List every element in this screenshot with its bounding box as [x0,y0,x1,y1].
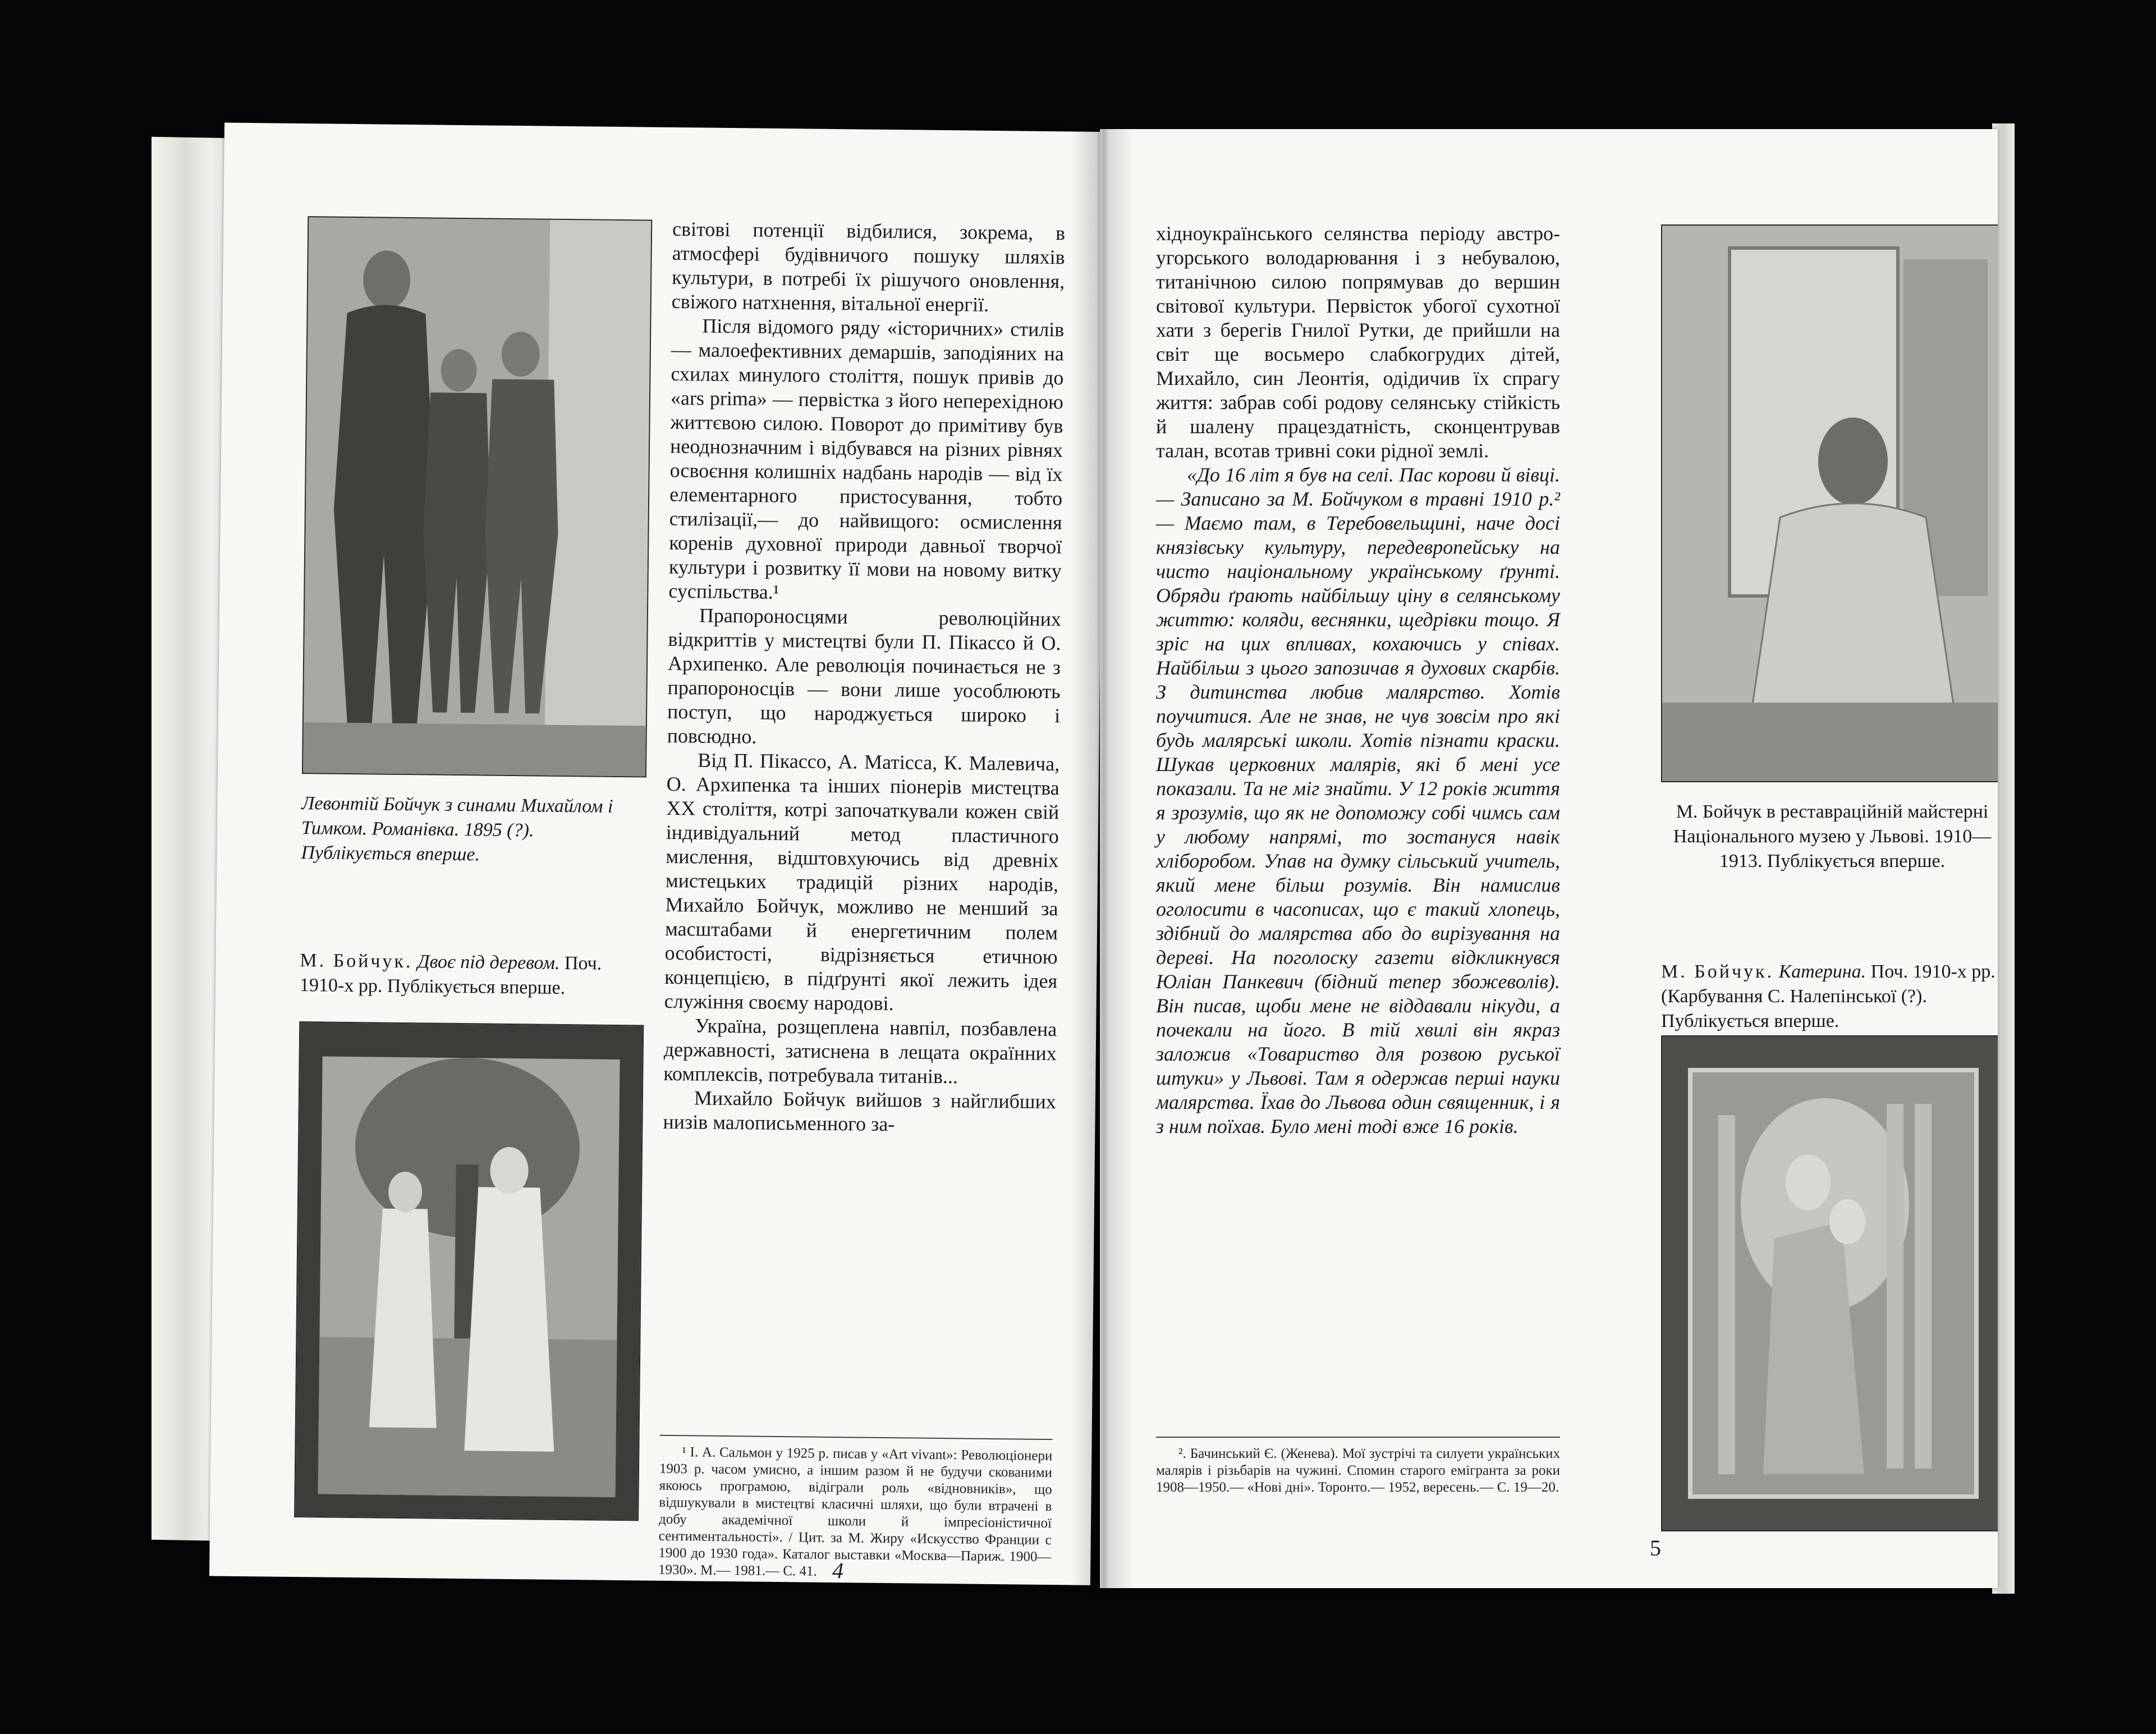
caption-details: Поч. 1910-х рр. Публікується вперше. [299,952,602,998]
painting-two-under-tree [294,1021,644,1521]
portrait-image [1662,226,1998,781]
page-number-right: 5 [1650,1535,1661,1561]
caption-author: М. Бойчук. [1661,961,1774,982]
footnote-text: ². Бачинський Є. (Женева). Мої зустрічі та силуети українських малярів і різьбарів на чужині. Спомин старого емігранта за роки 1908—1950.— «Нові дні». Торонто.— 1952, вересень.— С. 19—20. [1156,1446,1560,1495]
family-photo-figures [303,217,651,776]
page-number-left: 4 [832,1558,844,1584]
paragraph: Михайло Бойчук вийшов з найглибших низів малописьменного за- [663,1086,1057,1136]
left-footnote [658,1435,1053,1582]
painting-two-under-tree-image [295,1022,643,1520]
family-photo [302,216,652,777]
paragraph: Прапороносцями революційних відкриттів у мистецтві були П. Пікассо й О. Архипенко. Але революція починається не з прапороносців — вони лише уособлюють поступ, що народжується широко і повсюдно. [667,604,1062,748]
paragraph: світові потенції відбилися, зокрема, в атмосфері будівничого пошуку шляхів культури, в потребі їх рішучого оновлення, свіжого натхнення, вітальної енергії. [671,217,1066,316]
quote-paragraph: «До 16 літ я був на селі. Пас корови й вівці.— Записано за М. Бойчуком в травні 1910 р.² — Маємо там, в Теребовельщині, наче досі князівську культуру, передевропейську на чисто національному українському ґрунті. Обряди ґрають найбільшу ціну в селянському життю: коляди, веснянки, щедрівки тощо. Я зріс на цих впливах, кохаючись у співах. Найбільш з цього запозичав я духових скарбів. З дитинства любив малярство. Хотів поучитися. Але не знав, не чув зовсім про які будь малярські школи. Хотів пізнати краски. Шукав церковних малярів, які б мені усе показали. Та не міг знайти. У 12 років життя я зрозумів, що як не допоможу собі чимсь сам у любому напрямі, то зостануся навік хліборобом. Упав на думку сільський учитель, який мене більш розумів. Він намислив оголосити в часописах, що є такий хлопець, здібний до малярства або до вирізування на дереві. На поголоску газети відкликнувся Юліан Панкевич (бідний тепер збожеволів). Він писав, щоби мене не віддавали нікуди, а почекали на його. В тій хвилі він якраз заложив «Товариство для розвою руської штуки» у Львові. Там я одержав перші науки малярства. Їхав до Львова один священник, і я з ним поїхав. Було мені тоді вже 16 років. [1156,464,1560,1137]
footnote-text: ¹ І. А. Сальмон у 1925 р. писав у «Art vivant»: Революціонери 1903 р. часом умисно, а іншим разом й не будучи скованими якоюсь програмою, відіграли роль «відновників», що відшукували в мистецтві класичні шляхи, що були втрачені в добу академічної школи й імпресіоністичної сентиментальності». / Цит. за М. Жиру «Искусство Франции с 1900 до 1930 года». Каталог выставки «Москва—Париж. 1900—1930». М.— 1981.— С. 41. [658,1444,1053,1579]
paragraph: Після відомого ряду «історичних» стилів — малоефективних демаршів, заподіяних на схилах минулого століття, пошук привів до «ars prima» — первістка з його неперехідною життєвою силою. Поворот до примітиву був неоднозначним і відбувався на різних рівнях освоєння колишніх надбань народів — від їх елементарного пристосування, тобто стилізації,— до найвищого: осмислення коренів духовної природи давньої творчої культури і розвитку її мови на новому витку суспільства.¹ [668,314,1065,603]
open-book [152,121,2015,1647]
paragraph: Від П. Пікассо, А. Матісса, К. Малевича, О. Архипенка та інших піонерів мистецтва XX століття, котрі започаткували кожен свій індивідуальний метод пластичного мислення, відштовхуючись від древніх мистецьких традицій різних народів, Михайло Бойчук, можливо не менший за масштабами й енергетичним полем особистості, відрізняється етичною концепцією, в підґрунті якої лежить ідея служіння своєму народові. [664,749,1060,1015]
right-footnote [1156,1437,1560,1496]
right-text-column [1156,222,1560,1139]
paragraph: хідноукраїнського селянства періоду австро-угорського володарювання і з небувалою, титанічною силою попрямував до вершин світової культури. Первісток убогої сухотної хати з берегів Гнилої Рутки, де прийшли на світ ще восьмеро слабкогрудих дітей, Михайло, син Леонтія, одідичив їх спрагу життя: забрав собі родову селянську стійкість й шалену працездатність, сконцентрував талан, всотав тривні соки рідної землі. [1156,222,1560,462]
caption-author: М. Бойчук. [300,950,413,972]
caption-title: Катерина. [1778,961,1866,982]
portrait-restoration-workshop [1661,224,1998,782]
left-page [209,123,1105,1585]
caption-two-under-tree [300,948,643,1001]
caption-kateryna [1661,960,1998,1034]
relief-kateryna [1661,1035,1998,1531]
left-text-column [663,217,1065,1138]
caption-details: Поч. 1910-х рр. (Карбування С. Налепінської (?). Публікується вперше. [1661,961,1996,1031]
right-page [1100,129,1998,1588]
relief-image [1662,1036,1998,1530]
book-gutter [1072,126,1134,1597]
caption-title: Двоє під деревом. [417,951,560,974]
caption-restoration-workshop: М. Бойчук в реставраційній майстерні Національного музею у Львові. 1910—1913. Публікується вперше. [1673,801,1992,871]
caption-family-photo: Левонтій Бойчук з синами Михайлом і Тимком. Романівка. 1895 (?). Публікується вперше. [301,793,613,865]
paragraph: Україна, розщеплена навпіл, позбавлена державності, затиснена в лещата окраїнних комплексів, потребувала титанів... [663,1014,1057,1088]
